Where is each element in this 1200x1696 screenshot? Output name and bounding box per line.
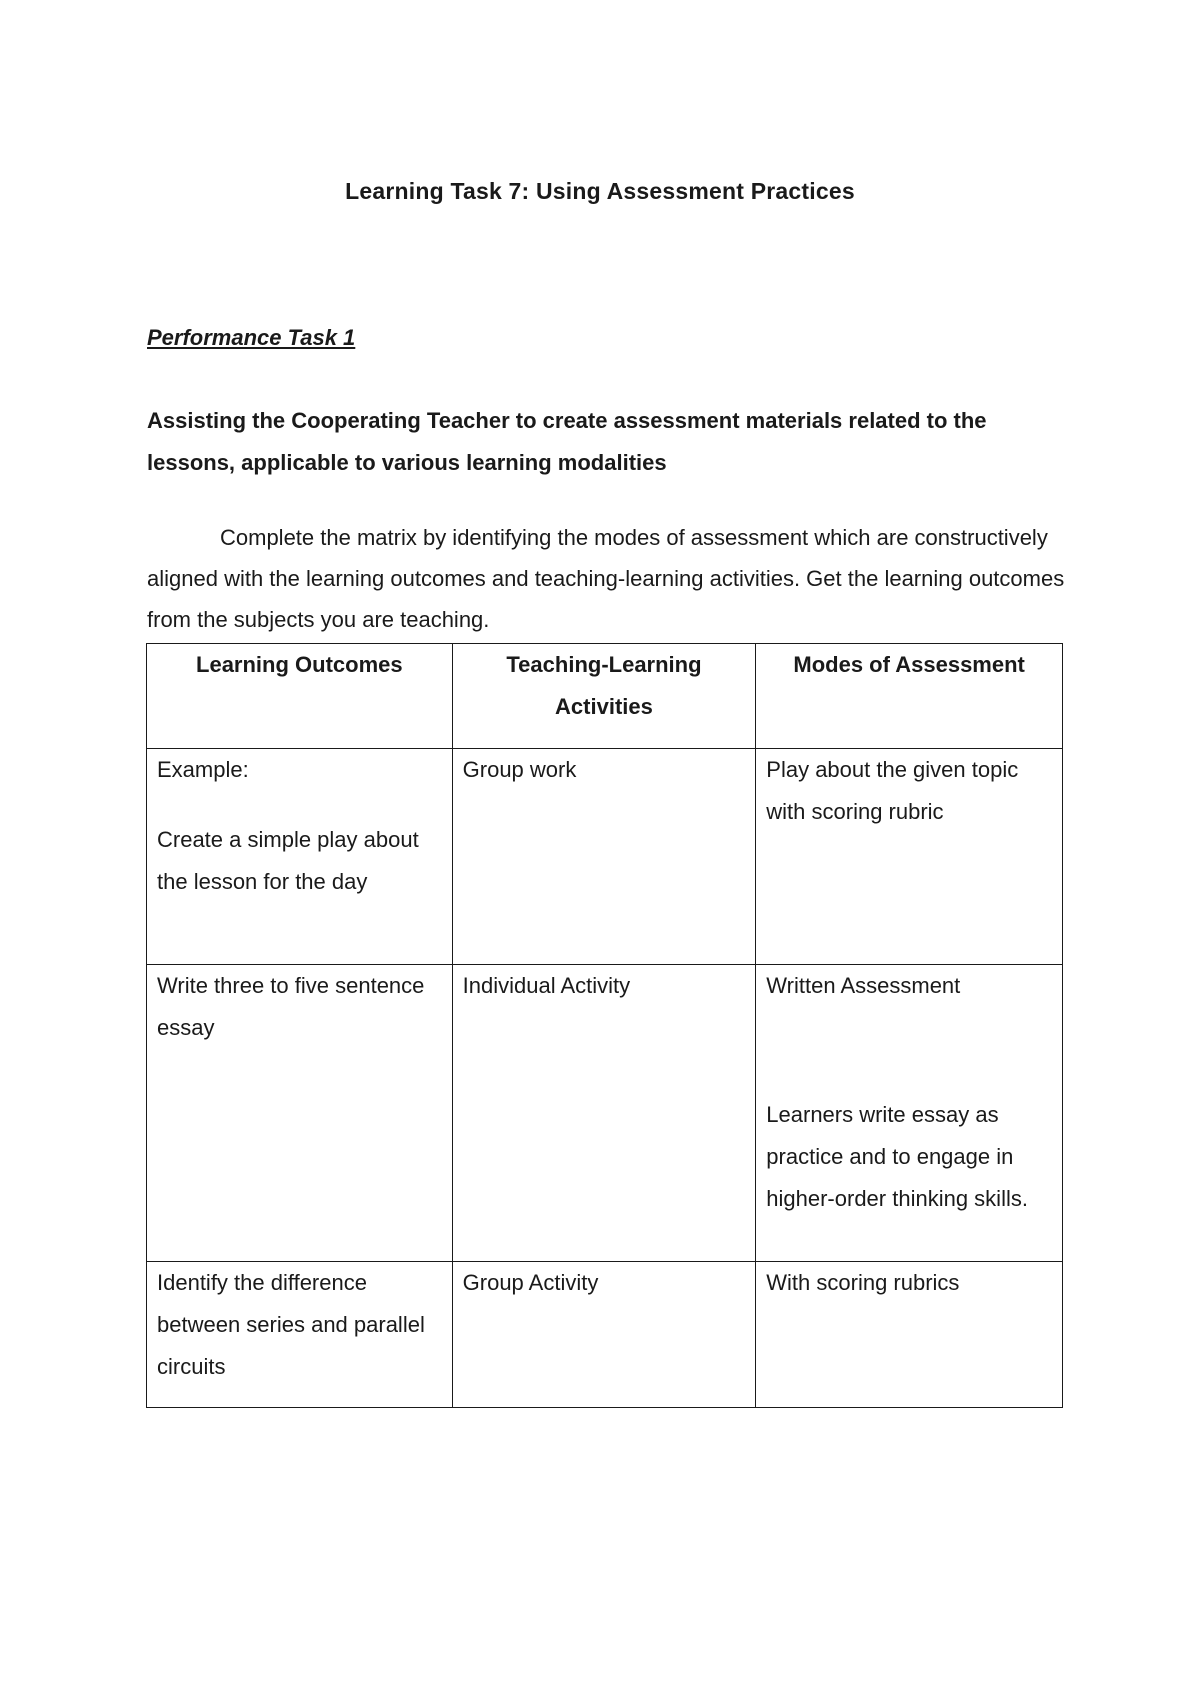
document-title: Learning Task 7: Using Assessment Practices	[345, 178, 855, 204]
instructions	[147, 517, 1067, 640]
instructions-text: Complete the matrix by identifying the modes of assessment which are constructively aligned with the learning outcomes and teaching-learning activities. Get the learning outcomes from the subjects you are teaching.	[147, 525, 1065, 632]
header-teaching-learning-activities: Teaching-Learning Activities	[452, 644, 756, 749]
assessment-note: Learners write essay as practice and to engage in higher-order thinking skills.	[766, 1102, 1028, 1211]
assessment-cell	[756, 965, 1063, 1262]
table-row	[147, 749, 1063, 965]
assessment-text: Written Assessment	[766, 973, 961, 998]
task-heading: Assisting the Cooperating Teacher to create assessment materials related to the lessons, applicable to various learning modalities	[147, 408, 987, 475]
header-modes-of-assessment: Modes of Assessment	[756, 644, 1063, 749]
activity-cell: Group work	[452, 749, 756, 965]
table-row	[147, 1262, 1063, 1408]
header-learning-outcomes: Learning Outcomes	[147, 644, 453, 749]
example-label: Example:	[157, 757, 249, 782]
outcome-text: Create a simple play about the lesson for the day	[157, 827, 419, 894]
activity-cell: Group Activity	[452, 1262, 756, 1408]
section-title: Performance Task 1	[147, 325, 356, 350]
assessment-cell: With scoring rubrics	[756, 1262, 1063, 1408]
outcome-cell	[147, 749, 453, 965]
assessment-cell: Play about the given topic with scoring rubric	[756, 749, 1063, 965]
outcome-cell: Identify the difference between series and parallel circuits	[147, 1262, 453, 1408]
table-header-row	[147, 644, 1063, 749]
table-row	[147, 965, 1063, 1262]
activity-cell: Individual Activity	[452, 965, 756, 1262]
assessment-matrix	[146, 643, 1063, 1408]
outcome-cell: Write three to five sentence essay	[147, 965, 453, 1262]
